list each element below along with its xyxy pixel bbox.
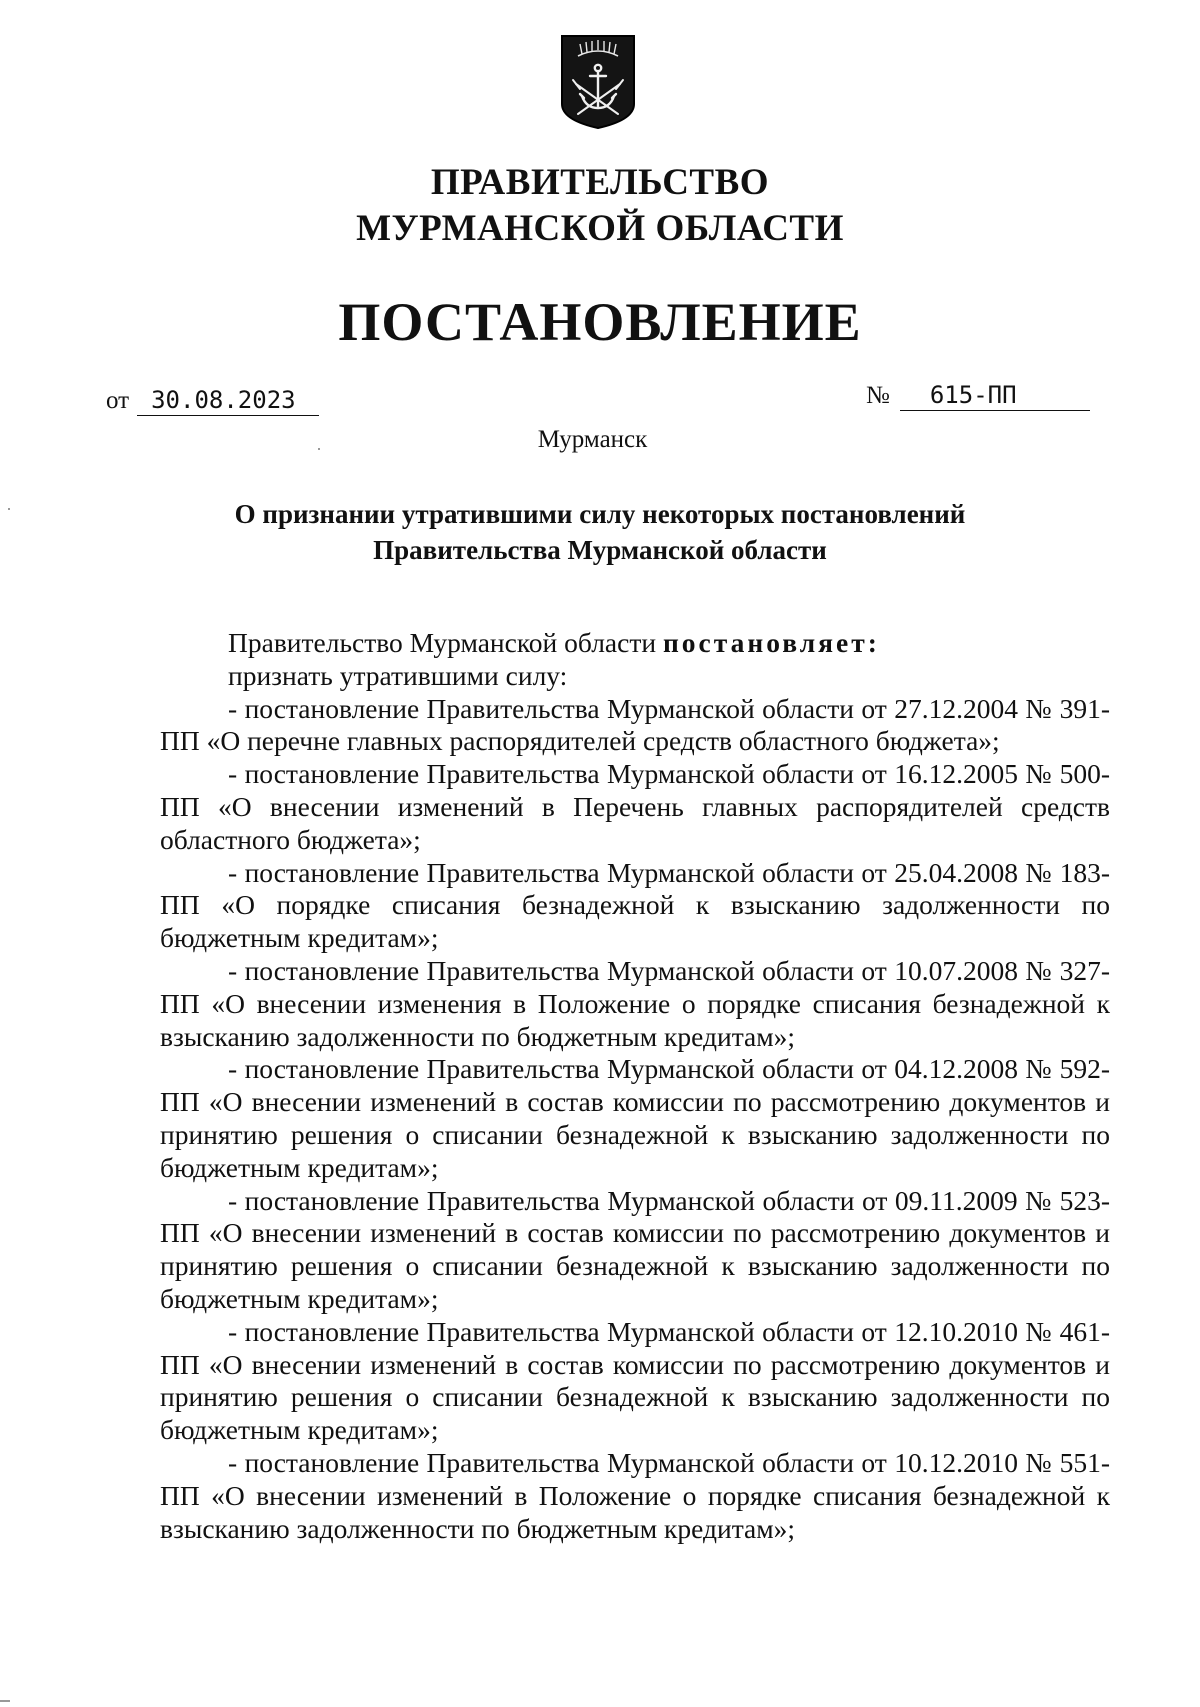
number-field xyxy=(866,380,1090,411)
number-value: 615-ПП xyxy=(900,380,1090,411)
subject-line2: Правительства Мурманской области xyxy=(373,535,827,565)
document-body xyxy=(160,627,1110,1545)
list-item: - постановление Правительства Мурманской области от 25.04.2008 № 183-ПП «О порядке списания безнадежной к взысканию задолженности по бюджетным кредитам»; xyxy=(160,856,1110,954)
subject-line1: О признании утратившими силу некоторых постановлений xyxy=(234,499,966,529)
list-item: - постановление Правительства Мурманской области от 10.12.2010 № 551-ПП «О внесении изменений в Положение о порядке списания безнадежной к взысканию задолженности по бюджетным кредитам»; xyxy=(160,1446,1110,1544)
org-title-line1: ПРАВИТЕЛЬСТВО xyxy=(430,162,770,203)
date-value: 30.08.2023 xyxy=(137,385,319,416)
list-item: - постановление Правительства Мурманской области от 04.12.2008 № 592-ПП «О внесении изменений в состав комиссии по рассмотрению документов и принятию решения о списании безнадежной к взысканию задолженности по бюджетным кредитам»; xyxy=(160,1053,1110,1183)
scan-tick xyxy=(0,1700,10,1702)
lead-paragraph: признать утратившими силу: xyxy=(228,659,568,691)
list-item: - постановление Правительства Мурманской области от 27.12.2004 № 391-ПП «О перечне главных распорядителей средств областного бюджета»; xyxy=(160,692,1110,757)
date-prefix: от xyxy=(106,387,130,414)
document-type-heading: ПОСТАНОВЛЕНИЕ xyxy=(338,292,862,352)
list-item: - постановление Правительства Мурманской области от 16.12.2005 № 500-ПП «О внесении изменений в Перечень главных распорядителей средств областного бюджета»; xyxy=(160,758,1110,855)
coat-of-arms-icon xyxy=(560,34,636,130)
scan-dot xyxy=(318,448,320,450)
intro-emphasis: постановляет: xyxy=(662,627,880,658)
number-prefix: № xyxy=(866,382,890,409)
list-item: - постановление Правительства Мурманской области от 12.10.2010 № 461-ПП «О внесении изменений в состав комиссии по рассмотрению документов и принятию решения о списании безнадежной к взысканию задолженности по бюджетным кредитам»; xyxy=(160,1315,1110,1446)
list-item: - постановление Правительства Мурманской области от 09.11.2009 № 523-ПП «О внесении изменений в состав комиссии по рассмотрению документов и принятию решения о списании безнадежной к взысканию задолженности по бюджетным кредитам»; xyxy=(160,1184,1110,1314)
city-label: Мурманск xyxy=(537,426,648,453)
intro-text: Правительство Мурманской области xyxy=(228,627,663,658)
scan-dot xyxy=(8,508,10,510)
org-title-line2: МУРМАНСКОЙ ОБЛАСТИ xyxy=(356,208,844,249)
list-item: - постановление Правительства Мурманской области от 10.07.2008 № 327-ПП «О внесении изменения в Положение о порядке списания безнадежной к взысканию задолженности по бюджетным кредитам»; xyxy=(160,954,1110,1052)
intro-paragraph xyxy=(160,627,1110,660)
date-field xyxy=(106,385,319,416)
